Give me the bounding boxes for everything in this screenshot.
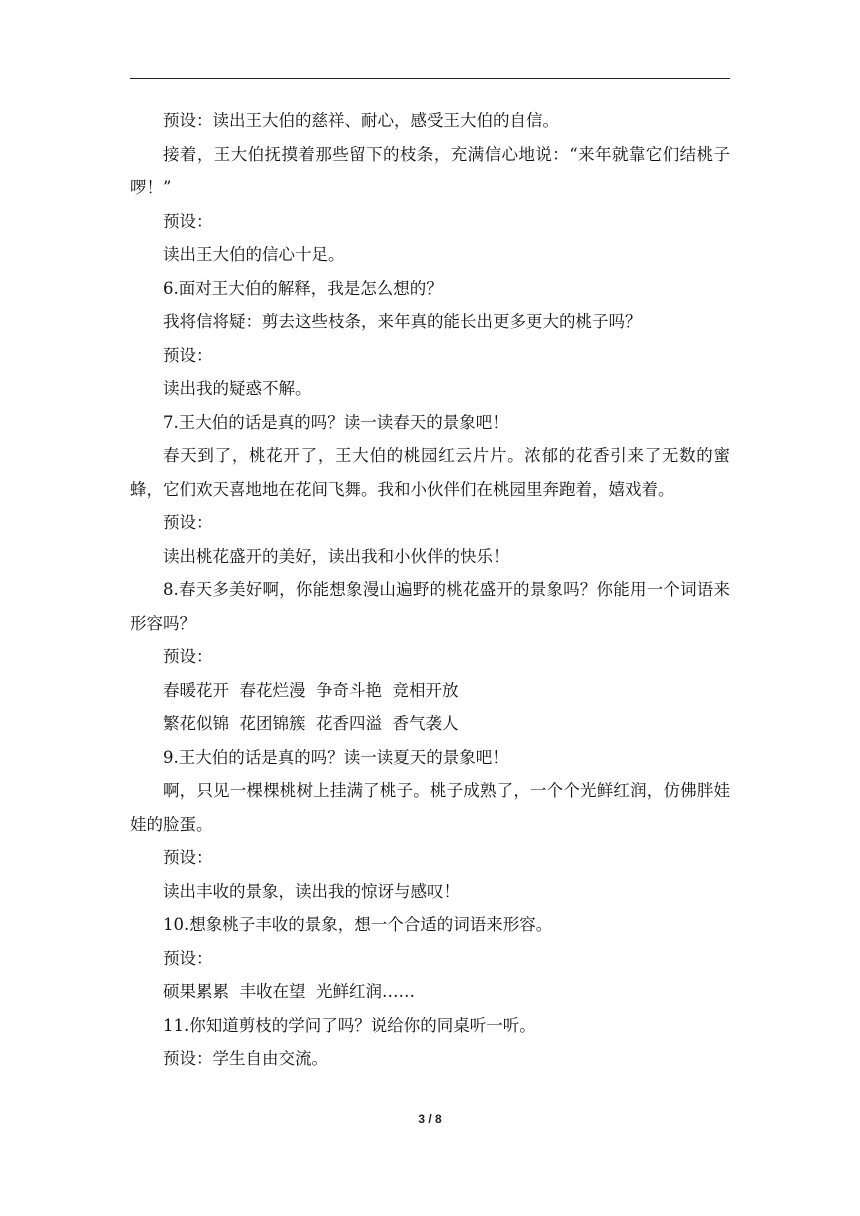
paragraph: 啊，只见一棵棵桃树上挂满了桃子。桃子成熟了，一个个光鲜红润，仿佛胖娃娃的脸蛋。 [130,781,730,834]
paragraph: 读出丰收的景象，读出我的惊讶与感叹！ [163,881,460,901]
paragraph: 春天到了，桃花开了，王大伯的桃园红云片片。浓郁的花香引来了无数的蜜蜂，它们欢天喜地地在花间飞舞。我和小伙伴们在桃园里奔跑着，嬉戏着。 [130,446,730,499]
paragraph: 10.想象桃子丰收的景象，想一个合适的词语来形容。 [163,915,553,934]
paragraph: 预设： [163,647,213,666]
paragraph: 硕果累累 丰收在望 光鲜红润…… [163,982,415,1001]
paragraph: 预设： [163,948,213,968]
paragraph: 读出桃花盛开的美好，读出我和小伙伴的快乐！ [163,546,510,566]
paragraph: 预设： [163,848,213,867]
paragraph: 接着，王大伯抚摸着那些留下的枝条，充满信心地说：“来年就靠它们结桃子啰！” [130,144,730,197]
paragraph: 6.面对王大伯的解释，我是怎么想的？ [163,278,443,298]
document-body [130,104,730,1076]
page-number: 3 / 8 [418,1112,442,1126]
paragraph: 8.春天多美好啊，你能想象漫山遍野的桃花盛开的景象吗？你能用一个词语来形容吗？ [130,580,730,633]
paragraph: 繁花似锦 花团锦簇 花香四溢 香气袭人 [163,714,459,733]
paragraph: 预设：读出王大伯的慈祥、耐心，感受王大伯的自信。 [163,111,559,130]
paragraph: 7.王大伯的话是真的吗？读一读春天的景象吧！ [163,412,509,432]
paragraph: 9.王大伯的话是真的吗？读一读夏天的景象吧！ [163,747,509,767]
paragraph: 预设：学生自由交流。 [163,1049,328,1068]
paragraph: 预设： [163,513,213,532]
paragraph: 读出王大伯的信心十足。 [163,245,345,264]
paragraph: 读出我的疑惑不解。 [163,379,312,398]
paragraph: 我将信将疑：剪去这些枝条，来年真的能长出更多更大的桃子吗？ [163,312,642,331]
paragraph: 预设： [163,211,213,231]
paragraph: 11.你知道剪枝的学问了吗？说给你的同桌听一听。 [163,1015,536,1035]
paragraph: 预设： [163,345,213,365]
header-rule [130,78,730,79]
paragraph: 春暖花开 春花烂漫 争奇斗艳 竞相开放 [163,680,459,700]
